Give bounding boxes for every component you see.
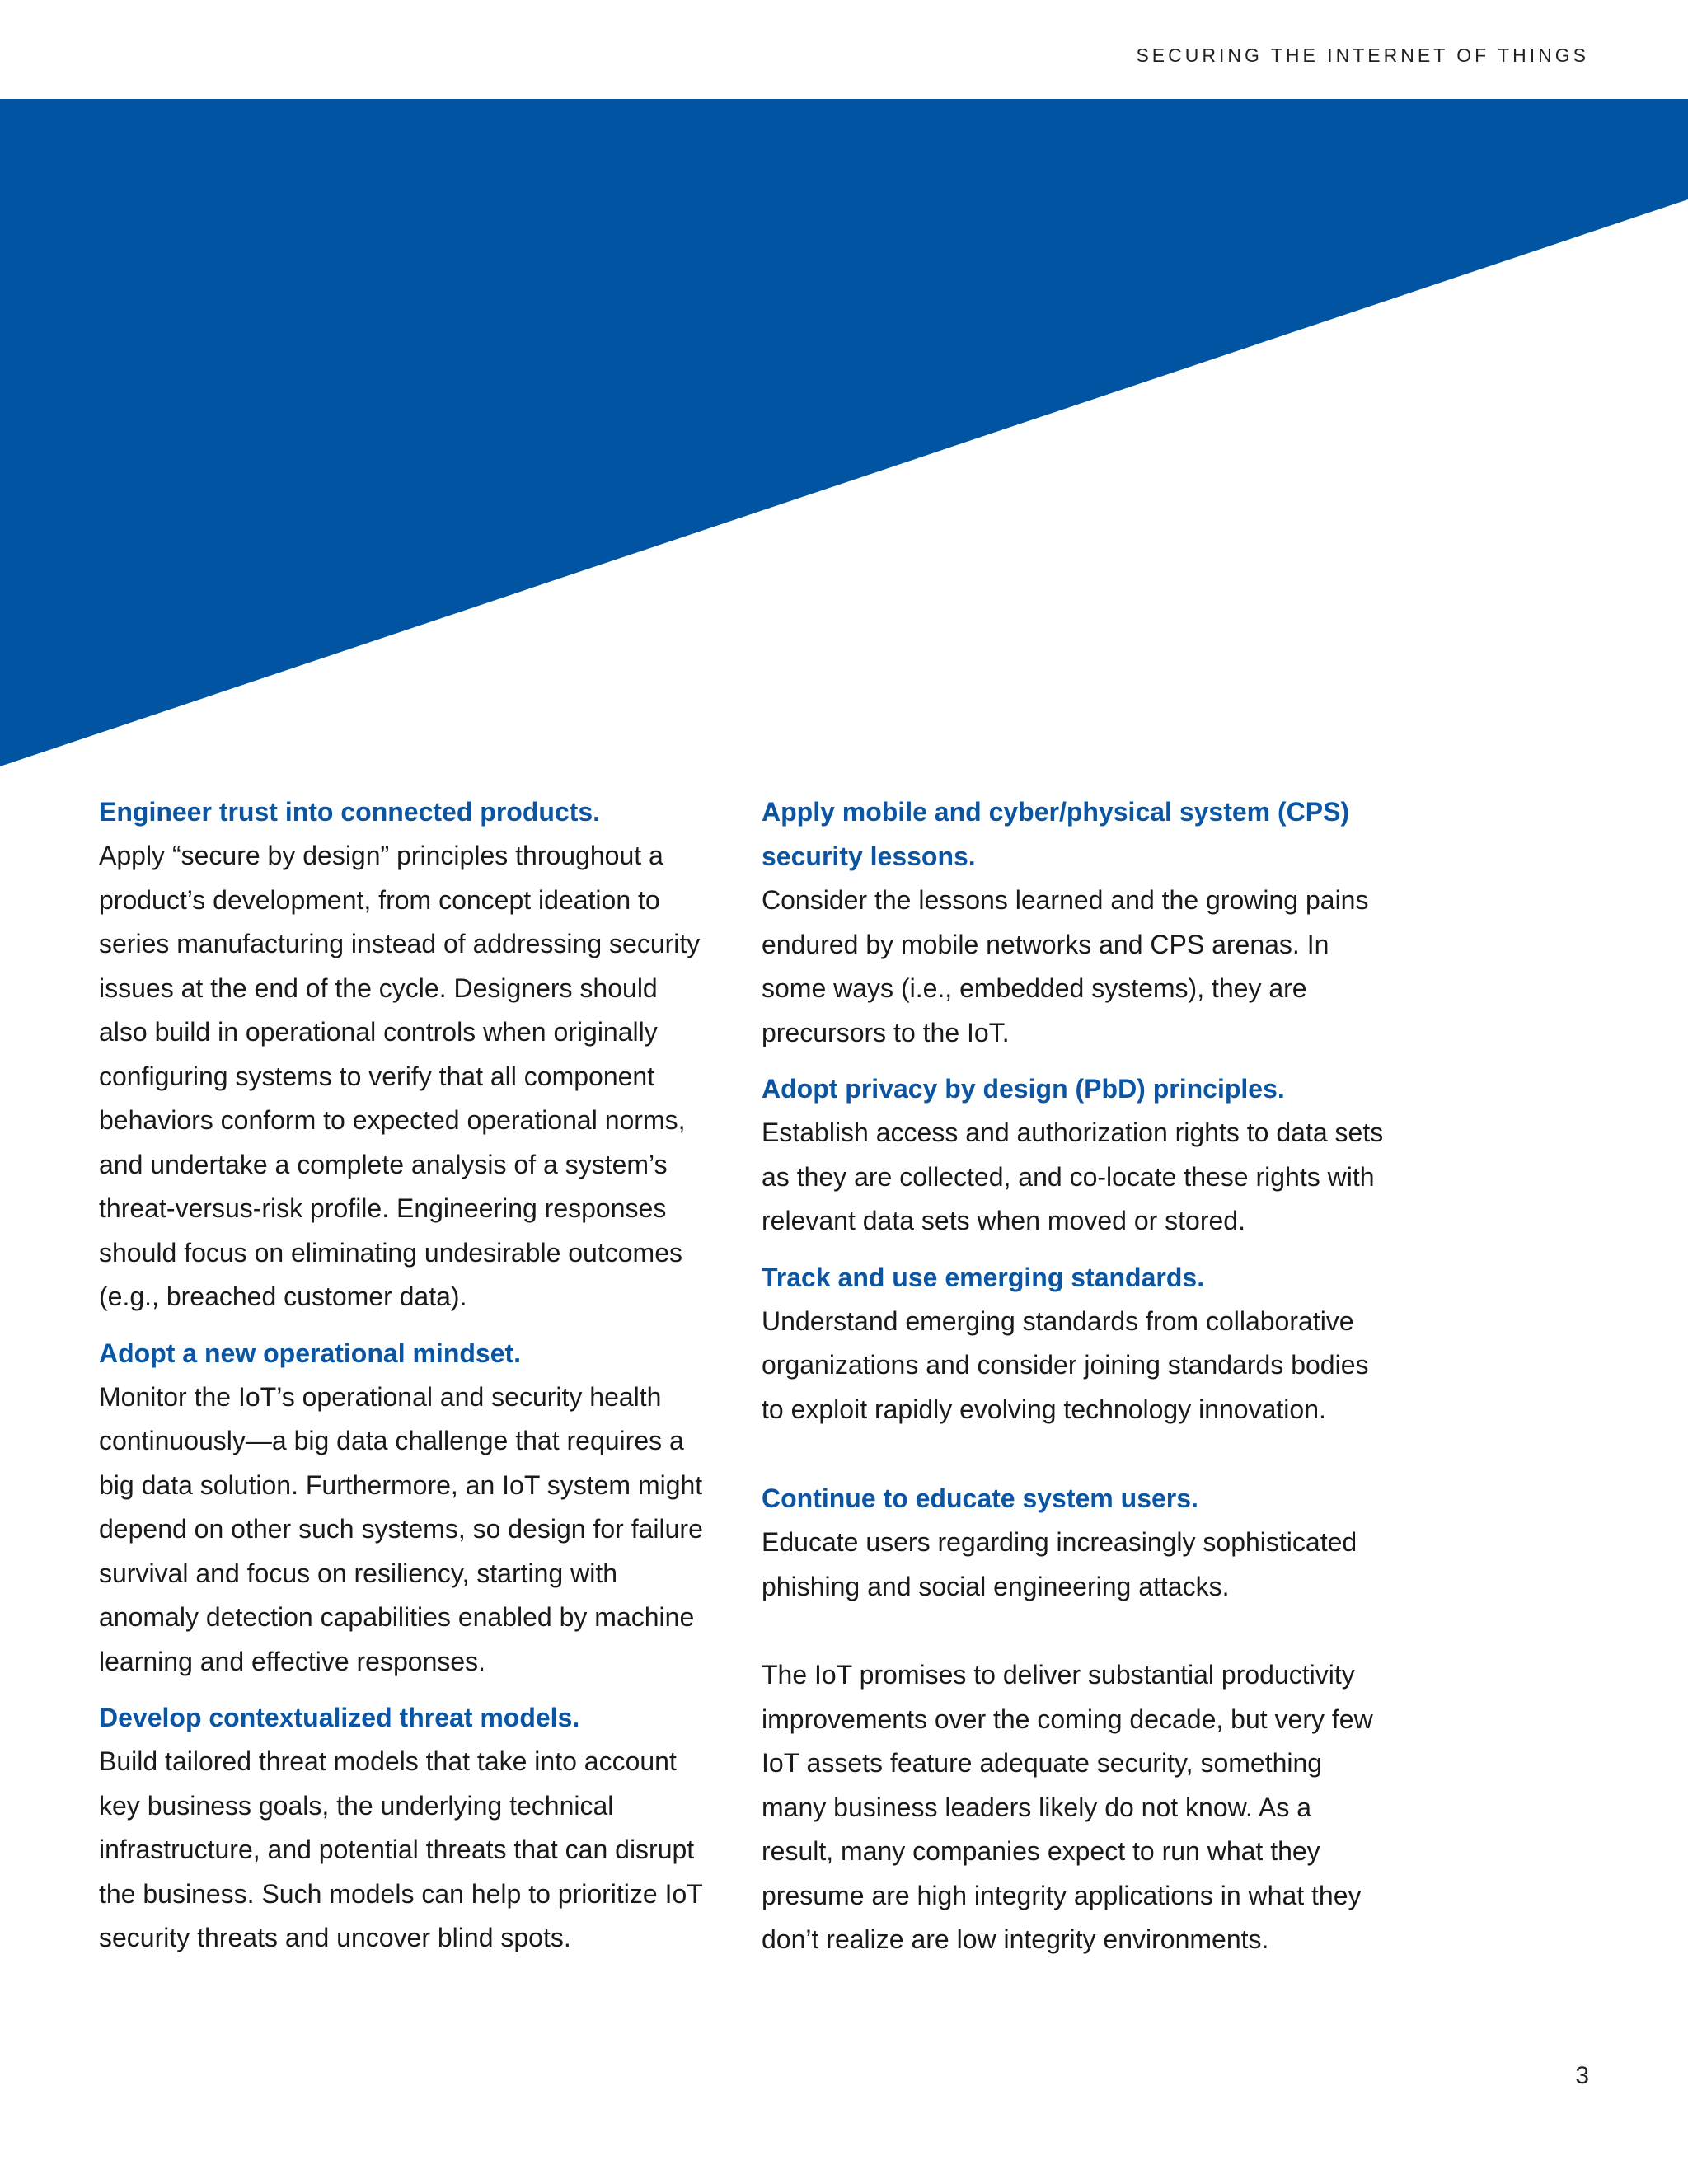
section-heading: Engineer trust into connected products. — [99, 797, 601, 827]
page-number: 3 — [1575, 2062, 1589, 2089]
running-header: SECURING THE INTERNET OF THINGS — [1136, 45, 1589, 66]
spacer — [762, 1620, 1388, 1653]
section-privacy-by-design — [762, 1066, 1388, 1244]
section-body: Educate users regarding increasingly sophisticated phishing and social engineering attacks. — [762, 1527, 1357, 1601]
section-engineer-trust — [99, 790, 709, 1319]
section-emerging-standards — [762, 1255, 1388, 1432]
banner-triangle — [0, 99, 1688, 766]
section-threat-models — [99, 1695, 709, 1961]
section-body: Consider the lessons learned and the growing pains endured by mobile networks and CPS arenas. In some ways (i.e., embedded systems), they are precursors to the IoT. — [762, 885, 1369, 1047]
decorative-blue-banner — [0, 99, 1688, 768]
section-heading: Adopt a new operational mindset. — [99, 1338, 522, 1368]
section-heading: Apply mobile and cyber/physical system (CPS) security lessons. — [762, 797, 1350, 871]
section-educate-users — [762, 1476, 1388, 1609]
section-operational-mindset — [99, 1331, 709, 1685]
section-body: Understand emerging standards from collaborative organizations and consider joining standards bodies to exploit rapidly evolving technology innovation. — [762, 1305, 1369, 1424]
spacer — [762, 1443, 1388, 1476]
section-body: Establish access and authorization rights to data sets as they are collected, and co-locate these rights with relevant data sets when moved or stored. — [762, 1118, 1384, 1235]
section-heading: Adopt privacy by design (PbD) principles. — [762, 1074, 1285, 1104]
section-heading: Continue to educate system users. — [762, 1483, 1198, 1513]
section-body: Monitor the IoT’s operational and security health continuously—a big data challenge that requires a big data solution. Furthermore, an IoT system might depend on other such systems, so design for failure survival and focus on resiliency, starting with anomaly detection capabilities enabled by machine learning and effective responses. — [99, 1381, 703, 1676]
closing-paragraph: The IoT promises to deliver substantial productivity improvements over the coming decade, but very few IoT assets feature adequate security, something many business leaders likely do not know. As a result, many companies expect to run what they presume are high integrity applications in what they don’t realize are low integrity environments. — [762, 1660, 1373, 1954]
section-body: Build tailored threat models that take into account key business goals, the underlying technical infrastructure, and potential threats that can disrupt the business. Such models can help to prioritize IoT security threats and uncover blind spots. — [99, 1746, 703, 1952]
section-heading: Track and use emerging standards. — [762, 1262, 1205, 1292]
section-cps-lessons — [762, 790, 1388, 1055]
right-column — [762, 790, 1388, 1962]
left-column — [99, 790, 709, 1972]
section-body: Apply “secure by design” principles throughout a product’s development, from concept ideation to series manufacturing instead of addressing security issues at the end of the cycle. Designers should also build in operational controls when originally configuring systems to verify that all component behaviors conform to expected operational norms, and undertake a complete analysis of a system’s threat-versus-risk profile. Engineering responses should focus on eliminating undesirable outcomes (e.g., breached customer data). — [99, 841, 701, 1311]
section-heading: Develop contextualized threat models. — [99, 1703, 580, 1732]
